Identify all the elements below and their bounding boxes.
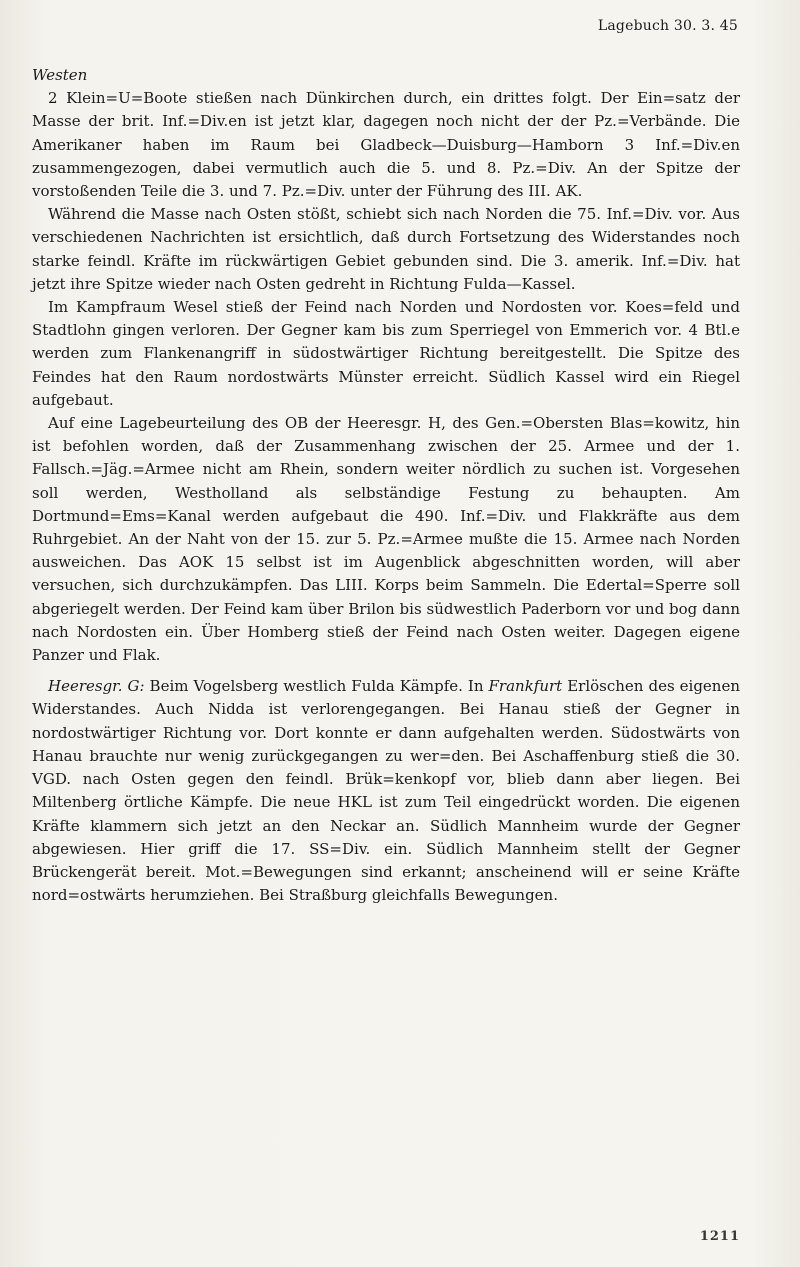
section-heading: Westen bbox=[32, 66, 88, 84]
paragraph-4: Auf eine Lagebeurteilung des OB der Heeresgr. H, des Gen.=Obersten Blas=kowitz, hin ist befohlen worden, daß der Zusammenhang zwischen der 25. Armee und der 1. Fallsch.=Jäg.=Armee nicht am Rhein, sondern weiter nördlich zu suchen ist. Vorgesehen soll werden, Westholland als selbständige Festung zu behaupten. Am Dortmund=Ems=Kanal werden aufgebaut die 490. Inf.=Div. und Flakkräfte aus dem Ruhrgebiet. An der Naht von der 15. zur 5. Pz.=Armee mußte die 15. Armee nach Norden ausweichen. Das AOK 15 selbst ist im Augenblick abgeschnitten worden, will aber versuchen, sich durchzukämpfen. Das LIII. Korps beim Sammeln. Die Edertal=Sperre soll abgeriegelt werden. Der Feind kam über Brilon bis südwestlich Paderborn vor und bog dann nach Nordosten ein. Über Homberg stieß der Feind nach Osten weiter. Dagegen eigene Panzer und Flak. bbox=[32, 414, 740, 665]
paragraph-3: Im Kampfraum Wesel stieß der Feind nach Norden und Nordosten vor. Koes=feld und Stadtlohn gingen verloren. Der Gegner kam bis zum Sperriegel von Emmerich vor. 4 Btl.e werden zum Flankenangriff in südostwärtiger Richtung bereitgestellt. Die Spitze des Feindes hat den Raum nordostwärts Münster erreicht. Südlich Kassel wird ein Riegel aufgebaut. bbox=[32, 298, 740, 409]
paragraph-5 bbox=[32, 675, 740, 907]
paragraph-5-part-2: Erlöschen des eigenen Widerstandes. Auch Nidda ist verlorengegangen. Bei Hanau stieß der Gegner in nordostwärtiger Richtung vor. Dort konnte er dann aufgehalten werden. Südostwärts von Hanau brauchte nur wenig zurückgegangen zu wer=den. Bei Aschaffenburg stieß die 30. VGD. nach Osten gegen den feindl. Brük=kenkopf vor, blieb dann aber liegen. Bei Miltenberg örtliche Kämpfe. Die neue HKL ist zum Teil eingedrückt worden. Die eigenen Kräfte klammern sich jetzt an den Neckar an. Südlich Mannheim wurde der Gegner abgewiesen. Hier griff die 17. SS=Div. ein. Südlich Mannheim stellt der Gegner Brückengerät bereit. Mot.=Bewegungen sind erkannt; anscheinend will er seine Kräfte nord=ostwärts herumziehen. Bei Straßburg gleichfalls Bewegungen. bbox=[32, 677, 741, 905]
running-header: Lagebuch 30. 3. 45 bbox=[597, 18, 738, 34]
body-text bbox=[32, 64, 740, 907]
page-number: 1211 bbox=[699, 1229, 740, 1244]
place-name: Frankfurt bbox=[488, 677, 563, 696]
army-group-label: Heeresgr. G: bbox=[48, 677, 145, 696]
paragraph-2: Während die Masse nach Osten stößt, schiebt sich nach Norden die 75. Inf.=Div. vor. Aus verschiedenen Nachrichten ist ersichtlich, daß durch Fortsetzung des Widerstandes noch starke feindl. Kräfte im rückwärtigen Gebiet gebunden sind. Die 3. amerik. Inf.=Div. hat jetzt ihre Spitze wieder nach Osten gedreht in Richtung Fulda—Kassel. bbox=[32, 205, 740, 293]
paragraph-1: 2 Klein=U=Boote stießen nach Dünkirchen durch, ein drittes folgt. Der Ein=satz der Masse der brit. Inf.=Div.en ist jetzt klar, dagegen noch nicht der der Pz.=Verbände. Die Amerikaner haben im Raum bei Gladbeck—Duisburg—Hamborn 3 Inf.=Div.en zusammengezogen, dabei vermutlich auch die 5. und 8. Pz.=Div. An der Spitze der vorstoßenden Teile die 3. und 7. Pz.=Div. unter der Führung des III. AK. bbox=[32, 89, 740, 201]
paragraph-5-part-1: Beim Vogelsberg westlich Fulda Kämpfe. In bbox=[144, 677, 489, 696]
